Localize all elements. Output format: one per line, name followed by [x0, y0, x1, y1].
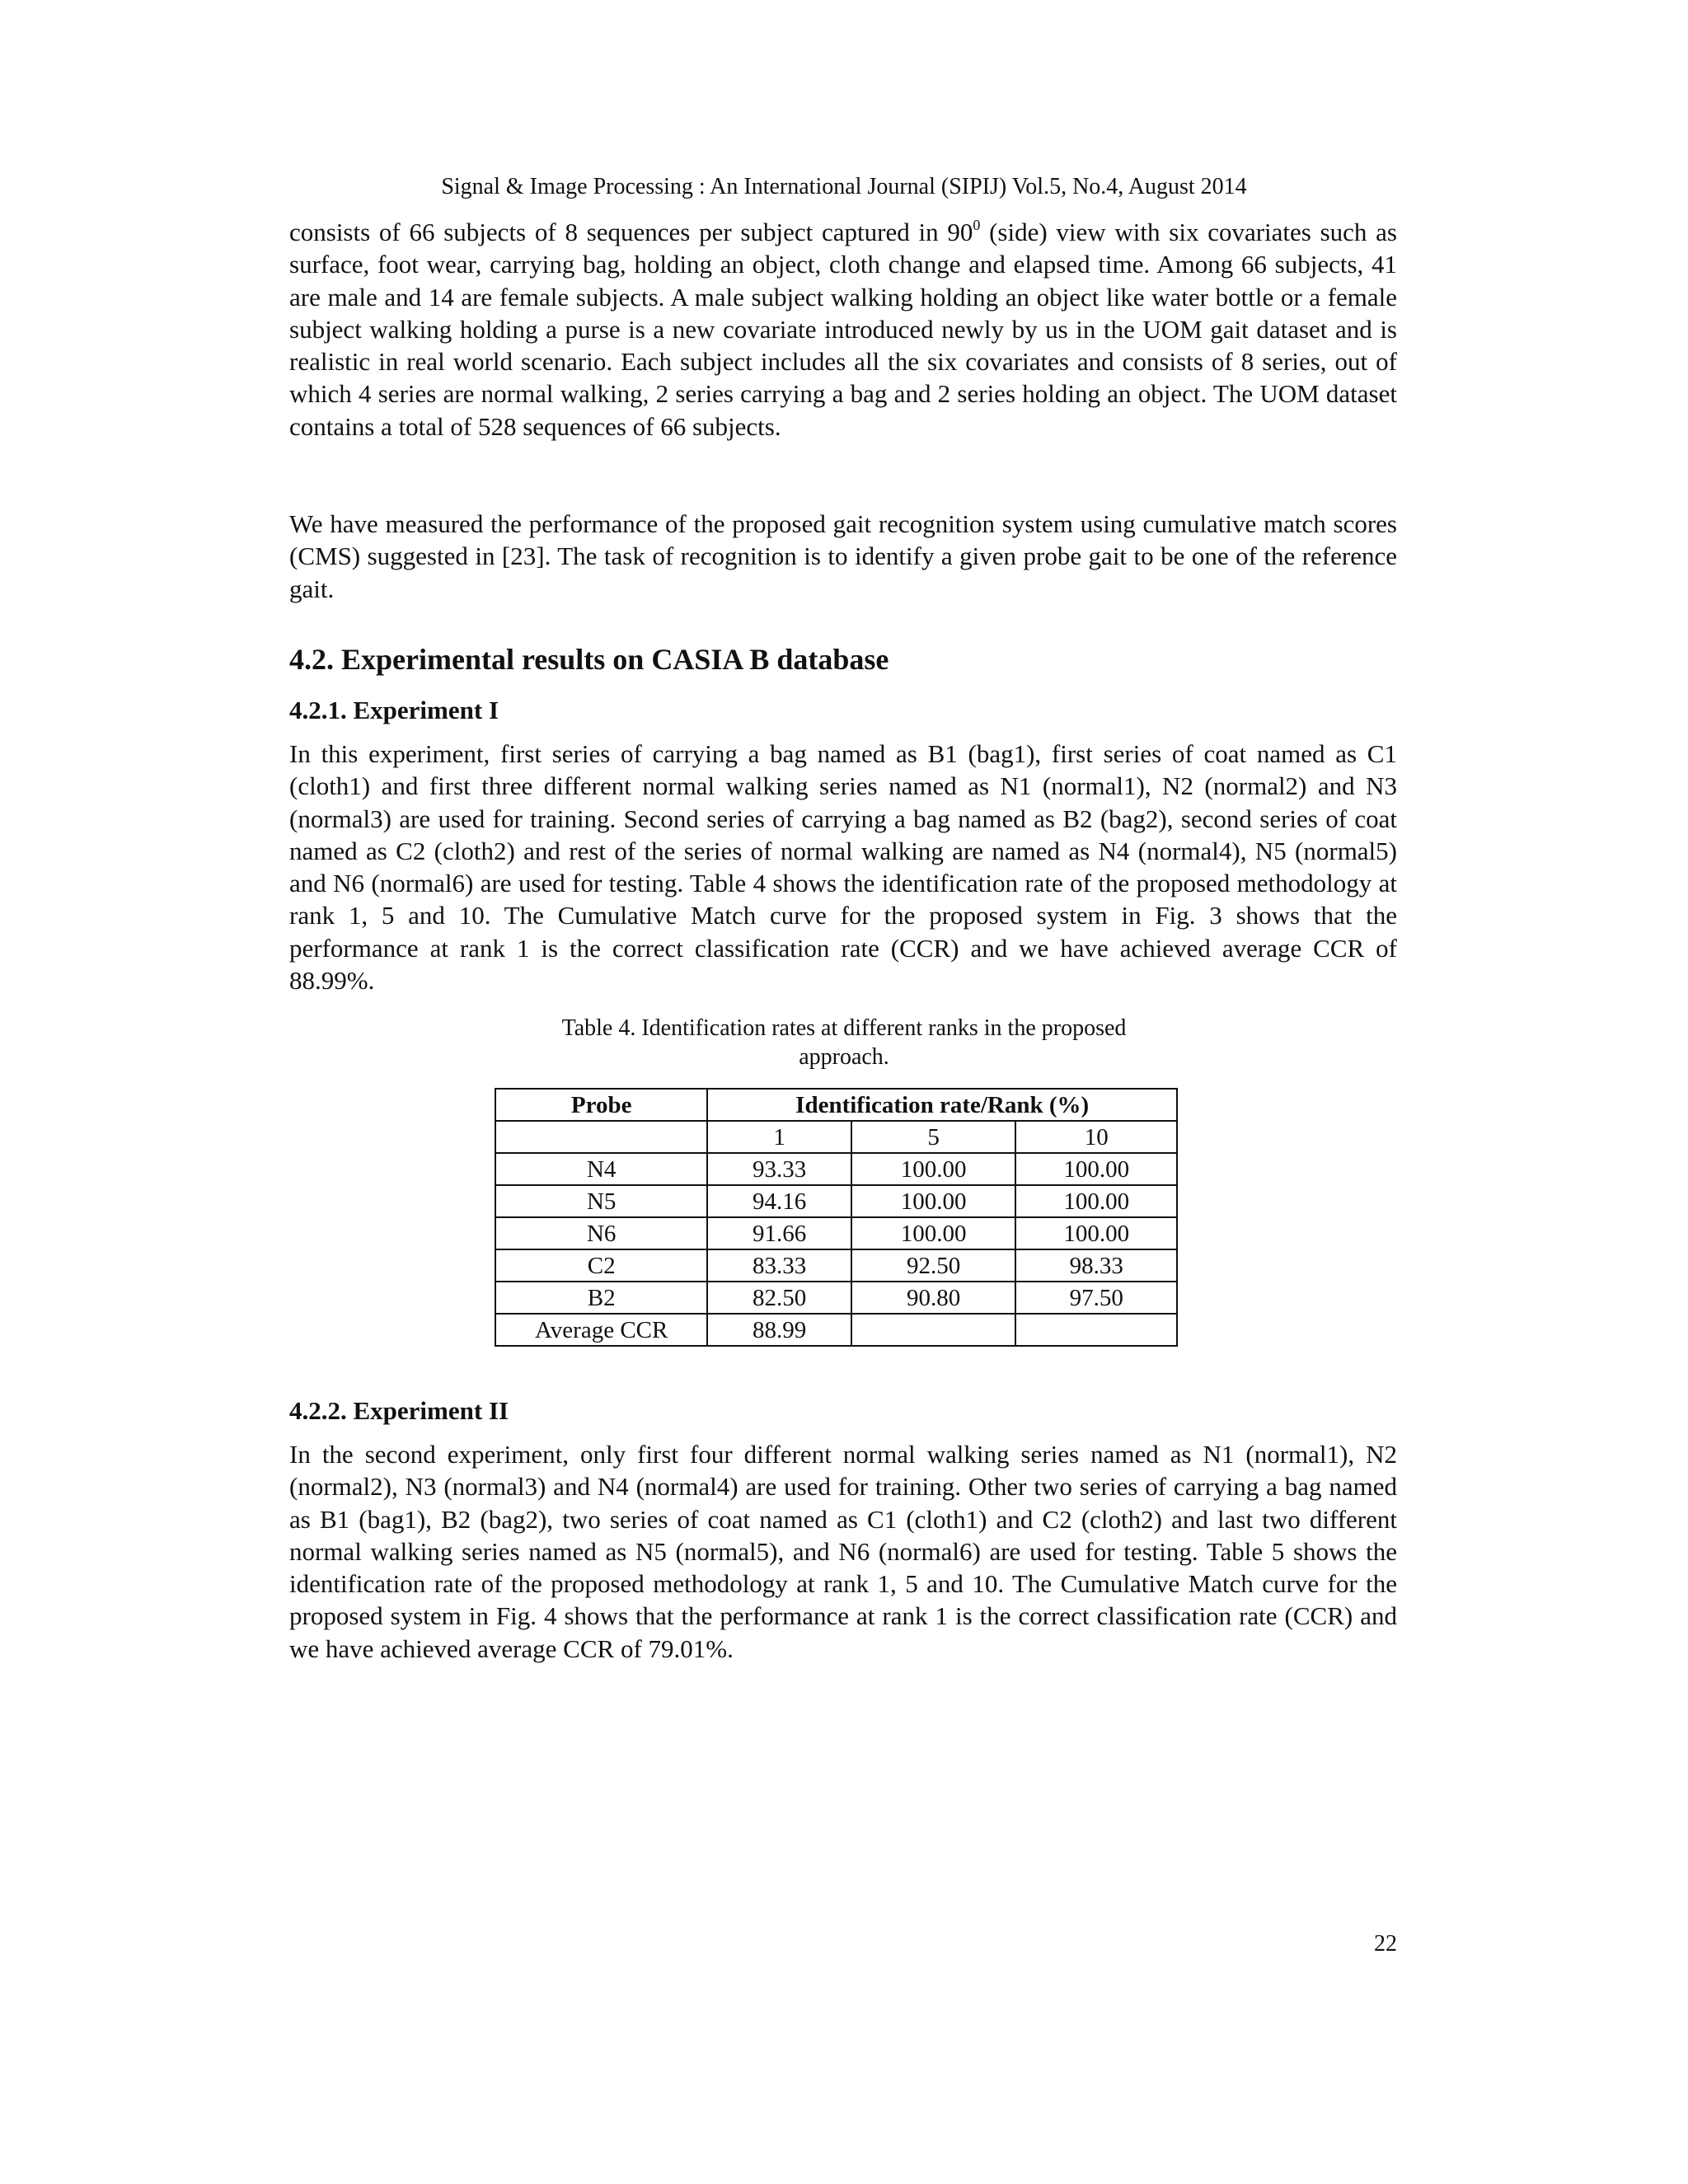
table-rank-row — [495, 1121, 1177, 1153]
average-ccr-label: Average CCR — [495, 1314, 707, 1346]
rank-1: 1 — [707, 1121, 851, 1153]
probe-cell: C2 — [495, 1249, 707, 1282]
rank1-cell: 83.33 — [707, 1249, 851, 1282]
rank1-cell: 94.16 — [707, 1185, 851, 1217]
average-empty-cell — [851, 1314, 1016, 1346]
page-number: 22 — [1374, 1931, 1397, 1957]
rank5-cell: 90.80 — [851, 1282, 1016, 1314]
table-average-row — [495, 1314, 1177, 1346]
rank5-cell: 92.50 — [851, 1249, 1016, 1282]
table-4-caption — [495, 1014, 1193, 1071]
rank-10: 10 — [1015, 1121, 1177, 1153]
rank10-cell: 100.00 — [1015, 1217, 1177, 1249]
rank10-cell: 97.50 — [1015, 1282, 1177, 1314]
rank1-cell: 93.33 — [707, 1153, 851, 1185]
table-4-caption-line2: approach. — [799, 1044, 889, 1070]
average-empty-cell — [1015, 1314, 1177, 1346]
probe-cell: N6 — [495, 1217, 707, 1249]
table-row — [495, 1249, 1177, 1282]
rank-5: 5 — [851, 1121, 1016, 1153]
paragraph-dataset-description — [289, 216, 1397, 443]
probe-cell: N5 — [495, 1185, 707, 1217]
paragraph-experiment-2: In the second experiment, only first four different normal walking series named as N1 (normal1), N2 (normal2), N3 (normal3) and N4 (normal4) are used for training. Other two series of carrying a bag named as B1 (bag1), B2 (bag2), two series of coat named as C1 (cloth1) and C2 (cloth2) and last two different normal walking series named as N5 (normal5), and N6 (normal6) are used for testing. Table 5 shows the identification rate of the proposed methodology at rank 1, 5 and 10. The Cumulative Match curve for the proposed system in Fig. 4 shows that the performance at rank 1 is the correct classification rate (CCR) and we have achieved average CCR of 79.01%. — [289, 1440, 1397, 1663]
table-4-caption-line1: Table 4. Identification rates at different ranks in the proposed — [561, 1015, 1127, 1041]
paragraph-dataset-part1: consists of 66 subjects of 8 sequences per subject captured in 90 — [289, 218, 973, 246]
rank5-cell: 100.00 — [851, 1217, 1016, 1249]
probe-cell: N4 — [495, 1153, 707, 1185]
header-identification-rate: Identification rate/Rank (%) — [707, 1089, 1177, 1121]
rank10-cell: 98.33 — [1015, 1249, 1177, 1282]
rank10-cell: 100.00 — [1015, 1153, 1177, 1185]
rank10-cell: 100.00 — [1015, 1185, 1177, 1217]
rank5-cell: 100.00 — [851, 1153, 1016, 1185]
rank-empty-cell — [495, 1121, 707, 1153]
section-heading-4-2: 4.2. Experimental results on CASIA B database — [289, 643, 889, 676]
header-probe: Probe — [495, 1089, 707, 1121]
paragraph-dataset-part2: (side) view with six covariates such as surface, foot wear, carrying bag, holding an object, cloth change and elapsed time. Among 66 subjects, 41 are male and 14 are female subjects. A male subject walking holding an object like water bottle or a female subject walking holding a purse is a new covariate introduced newly by us in the UOM gait dataset and is realistic in real world scenario. Each subject includes all the six covariates and consists of 8 series, out of which 4 series are normal walking, 2 series carrying a bag and 2 series holding an object. The UOM dataset contains a total of 528 sequences of 66 subjects. — [289, 218, 1397, 441]
table-row — [495, 1153, 1177, 1185]
paragraph-performance-measure: We have measured the performance of the proposed gait recognition system using cumulative match scores (CMS) suggested in [23]. The task of recognition is to identify a given probe gait to be one of the reference gait. — [289, 509, 1397, 603]
probe-cell: B2 — [495, 1282, 707, 1314]
average-ccr-value: 88.99 — [707, 1314, 851, 1346]
subsection-heading-experiment-2: 4.2.2. Experiment II — [289, 1396, 509, 1425]
table-row — [495, 1185, 1177, 1217]
rank5-cell: 100.00 — [851, 1185, 1016, 1217]
table-4 — [495, 1088, 1178, 1347]
table-row — [495, 1282, 1177, 1314]
running-header: Signal & Image Processing : An International Journal (SIPIJ) Vol.5, No.4, August 2014 — [441, 174, 1247, 199]
table-header-row — [495, 1089, 1177, 1121]
rank1-cell: 82.50 — [707, 1282, 851, 1314]
paragraph-experiment-1: In this experiment, first series of carrying a bag named as B1 (bag1), first series of coat named as C1 (cloth1) and first three different normal walking series named as N1 (normal1), N2 (normal2) and N3 (normal3) are used for training. Second series of carrying a bag named as B2 (bag2), second series of coat named as C2 (cloth2) and rest of the series of normal walking are named as N4 (normal4), N5 (normal5) and N6 (normal6) are used for testing. Table 4 shows the identification rate of the proposed methodology at rank 1, 5 and 10. The Cumulative Match curve for the proposed system in Fig. 3 shows that the performance at rank 1 is the correct classification rate (CCR) and we have achieved average CCR of 88.99%. — [289, 739, 1397, 996]
subsection-heading-experiment-1: 4.2.1. Experiment I — [289, 696, 499, 724]
rank1-cell: 91.66 — [707, 1217, 851, 1249]
degree-superscript: 0 — [973, 216, 981, 233]
table-row — [495, 1217, 1177, 1249]
